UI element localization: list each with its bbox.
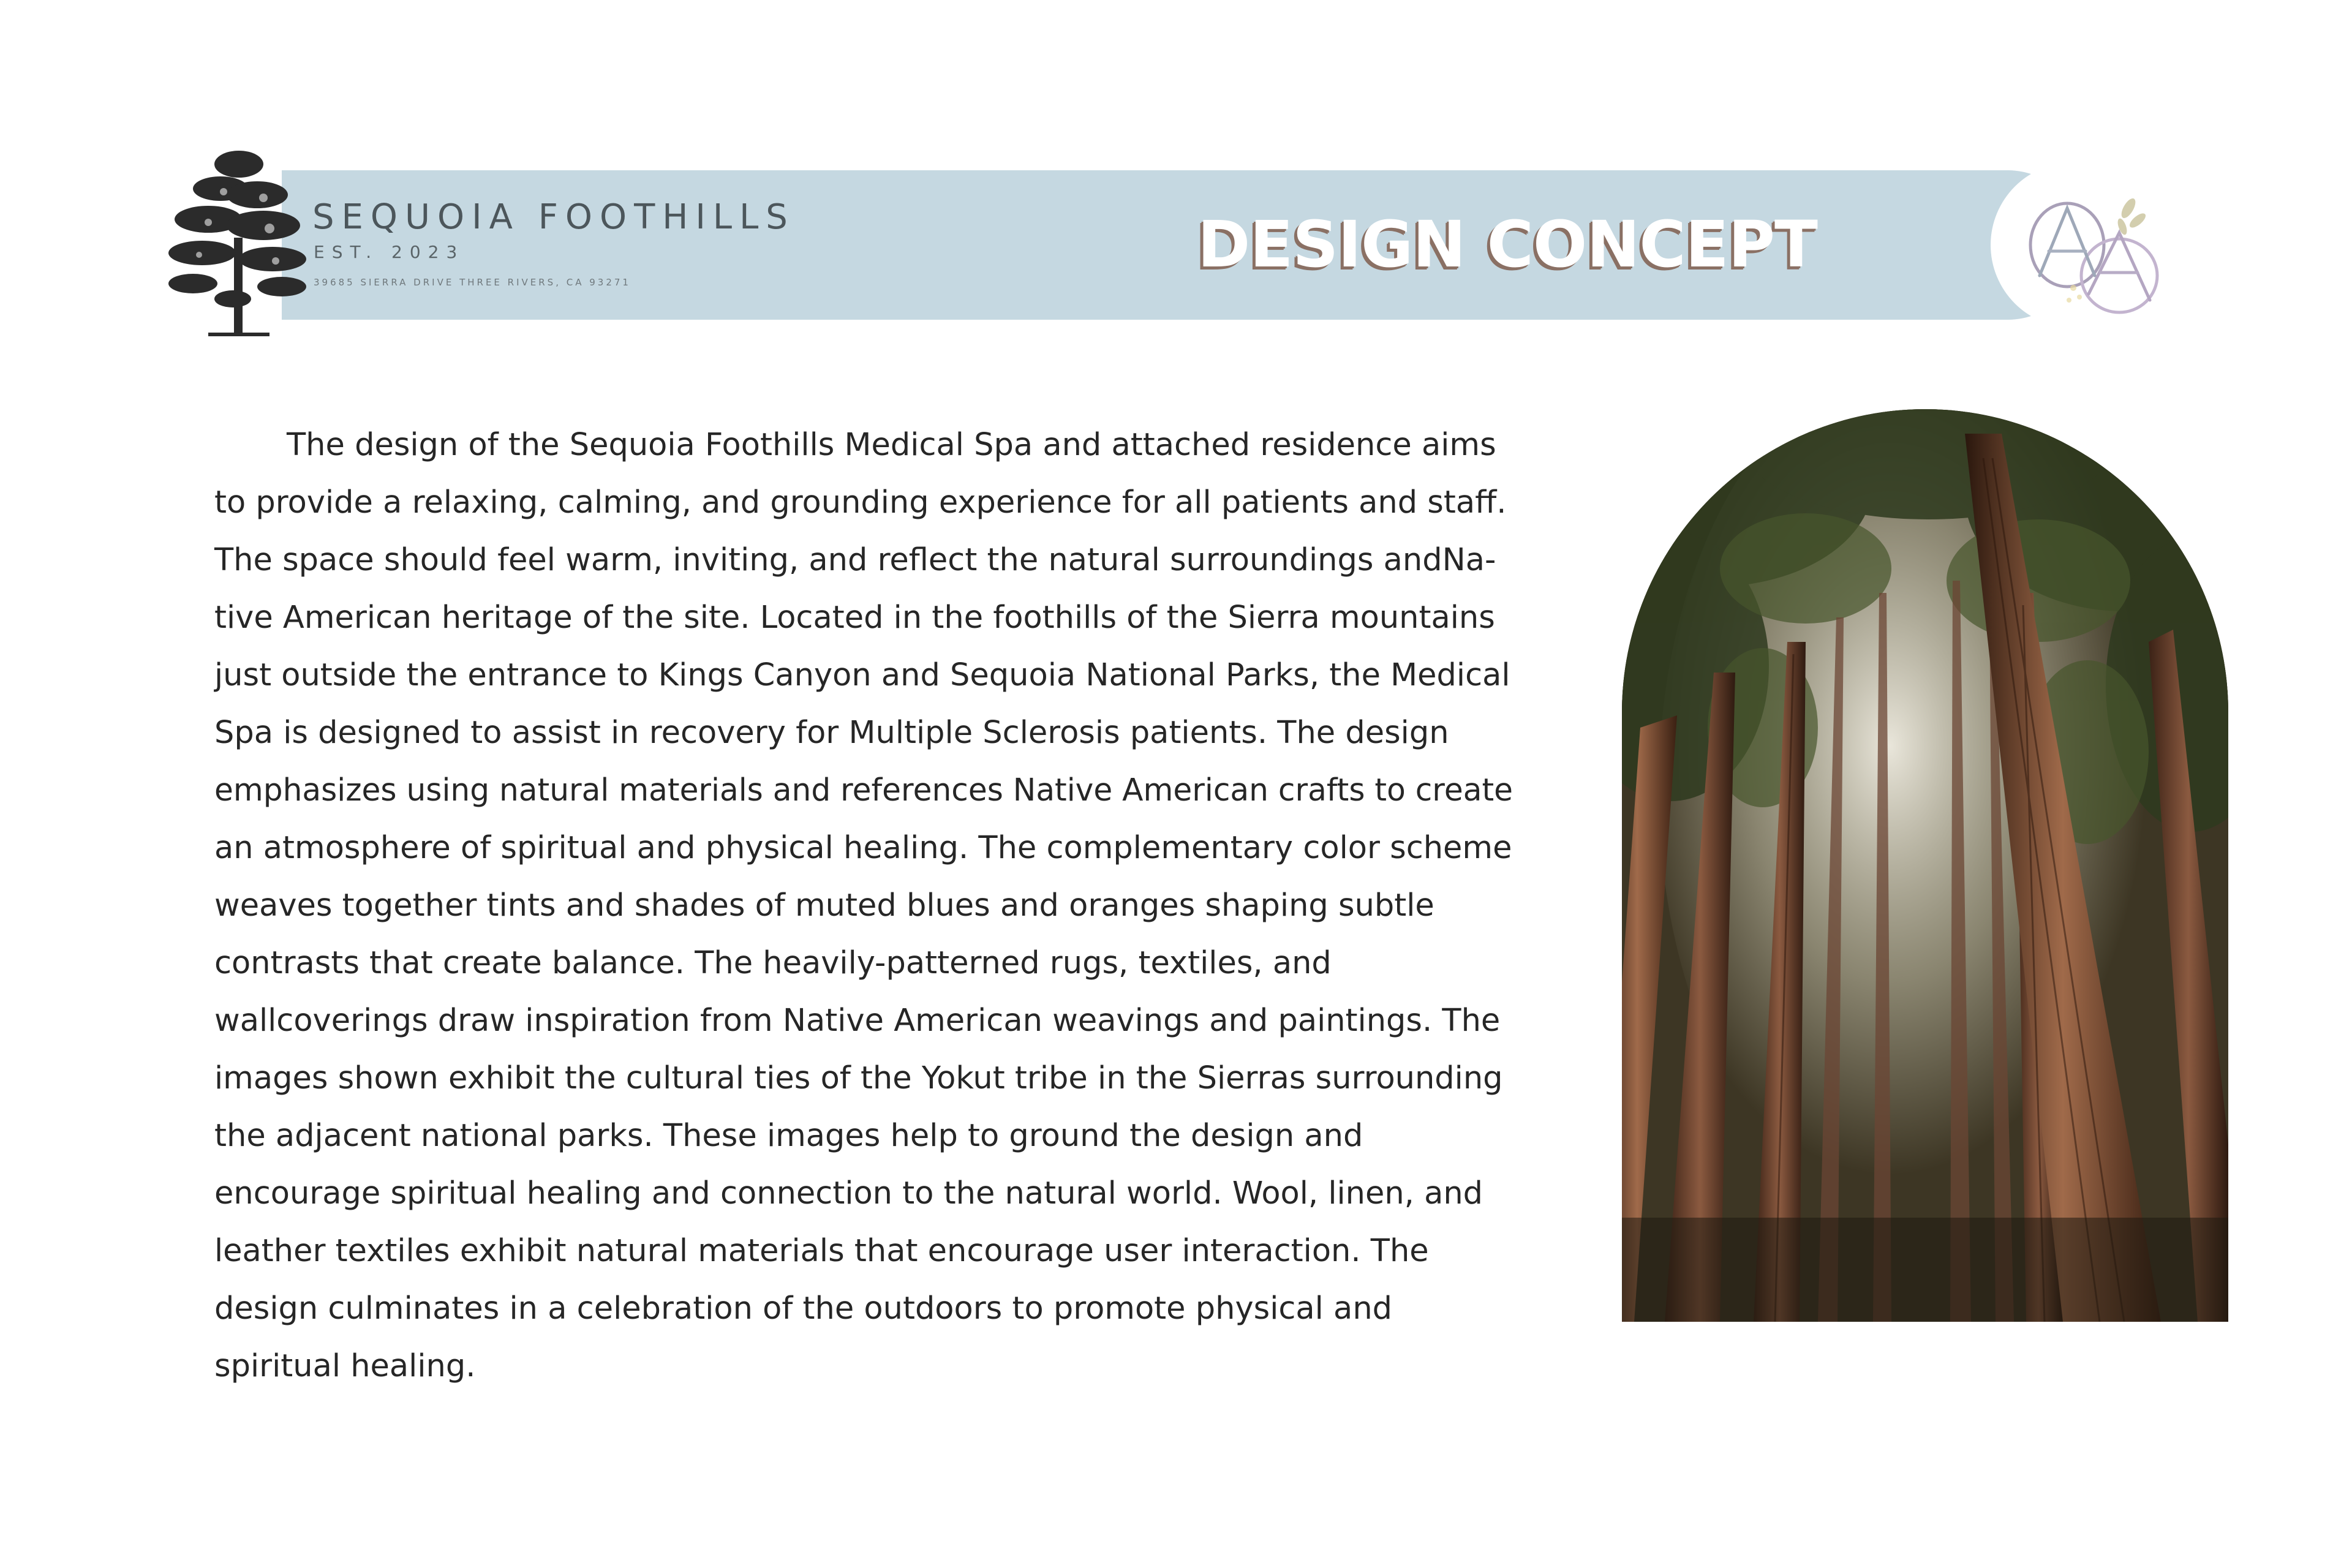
paragraph-line: an atmosphere of spiritual and physical healing. The complementary color scheme [214,830,1512,866]
paragraph-line: wallcoverings draw inspiration from Native American weavings and paintings. The [214,1003,1501,1039]
tree-icon [165,146,312,342]
paragraph-line: contrasts that create balance. The heavily-patterned rugs, textiles, and [214,945,1332,981]
paragraph-line: emphasizes using natural materials and references Native American crafts to create [214,772,1513,809]
paragraph-line: the adjacent national parks. These images help to ground the design and [214,1118,1363,1154]
paragraph-line: encourage spiritual healing and connection to the natural world. Wool, linen, and [214,1175,1483,1212]
paragraph-line: leather textiles exhibit natural materials that encourage user interaction. The [214,1233,1429,1269]
paragraph-line: just outside the entrance to Kings Canyon and Sequoia National Parks, the Medical [214,657,1510,693]
paragraph-line: weaves together tints and shades of muted blues and oranges shaping subtle [214,888,1434,924]
paragraph-line: Spa is designed to assist in recovery for Multiple Sclerosis patients. The design [214,715,1449,751]
paragraph-line: The space should feel warm, inviting, and reflect the natural surroundings andNa- [214,542,1496,578]
page-title: DESIGN CONCEPT [1197,207,1817,282]
paragraph-line: design culminates in a celebration of the outdoors to promote physical and [214,1291,1393,1327]
paragraph-line: images shown exhibit the cultural ties of the Yokut tribe in the Sierras surrounding [214,1060,1503,1096]
brand-name: SEQUOIA FOOTHILLS [312,197,795,237]
paragraph-line: spiritual healing. [214,1348,476,1384]
paragraph-line: tive American heritage of the site. Located in the foothills of the Sierra mountains [214,600,1495,636]
brand-address: 39685 SIERRA DRIVE THREE RIVERS, CA 93271 [314,277,631,288]
paragraph-line: to provide a relaxing, calming, and grounding experience for all patients and staff. [214,484,1507,521]
established-year: EST. 2023 [314,242,465,262]
design-concept-paragraph [214,417,1513,1395]
redwood-forest-photo [1622,409,2228,1322]
monogram-logo-icon [2015,184,2180,325]
paragraph-line: The design of the Sequoia Foothills Medical Spa and attached residence aims [287,427,1496,463]
